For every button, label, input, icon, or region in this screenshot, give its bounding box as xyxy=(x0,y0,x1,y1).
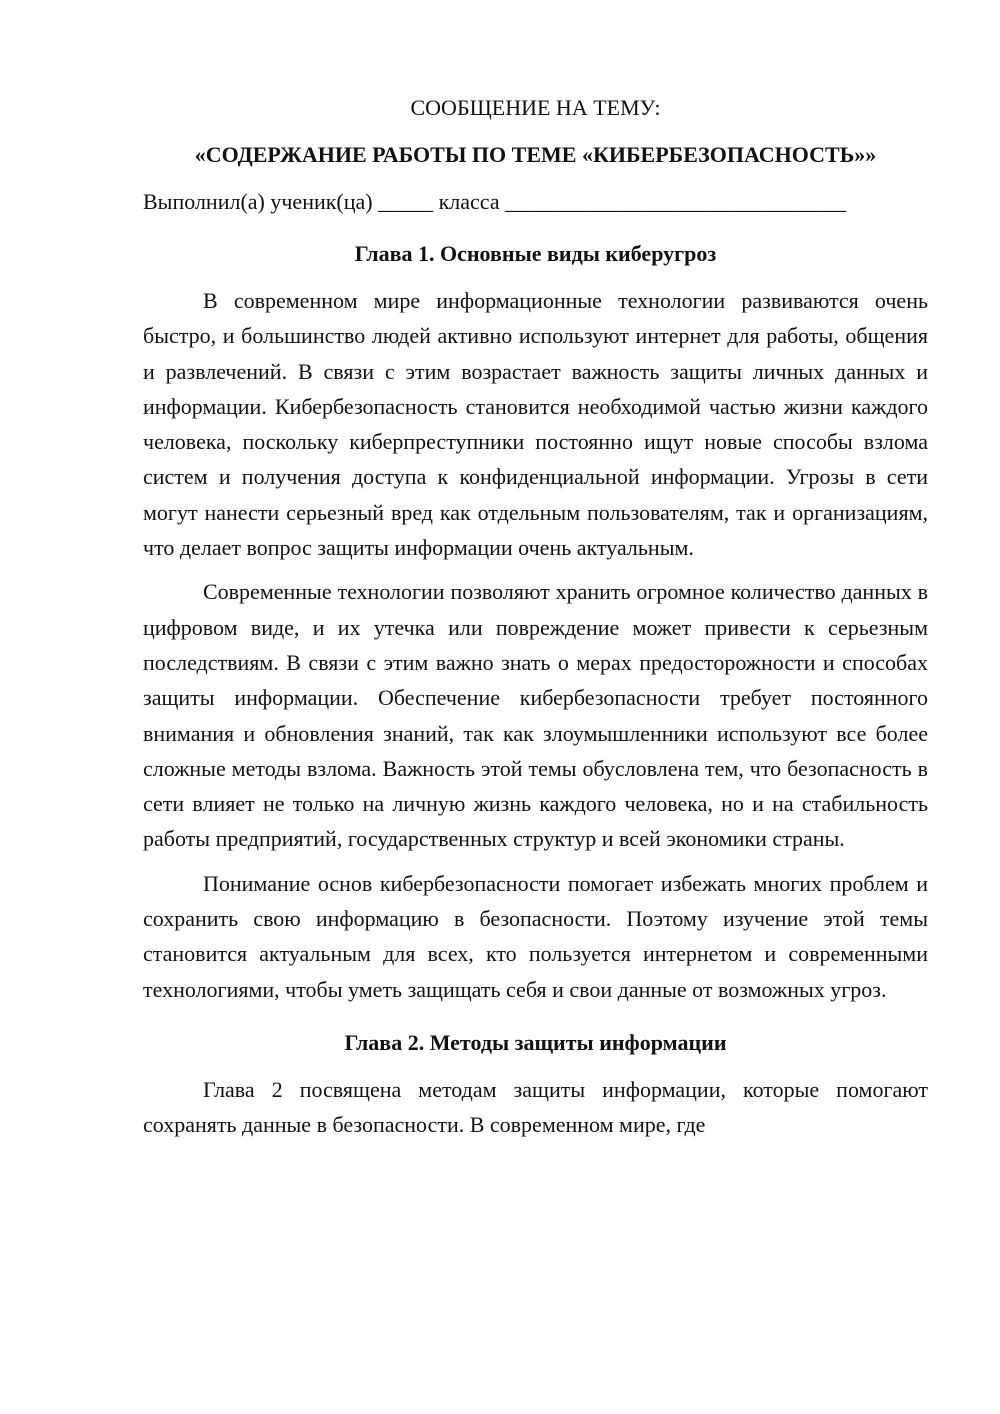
paragraph: Современные технологии позволяют хранить огромное количество данных в цифровом виде, и их утечка или повреждение может привести к серьезным последствиям. В связи с этим важно знать о мерах предосторожности и способах защиты информации. Обеспечение кибербезопасности требует постоянного внимания и обновления знаний, так как злоумышленники используют все более сложные методы взлома. Важность этой темы обусловлена тем, что безопасность в сети влияет не только на личную жизнь каждого человека, но и на стабильность работы предприятий, государственных структур и всей экономики страны. xyxy=(143,579,928,852)
document-subtitle: «СОДЕРЖАНИЕ РАБОТЫ ПО ТЕМЕ «КИБЕРБЕЗОПАСНОСТЬ»» xyxy=(194,142,877,167)
chapter-1 xyxy=(143,239,928,1007)
author-line: Выполнил(а) ученик(ца) _____ класса _______________________________ xyxy=(143,189,847,214)
chapter-heading: Глава 2. Методы защиты информации xyxy=(344,1029,727,1055)
document-page xyxy=(143,90,928,1152)
paragraph: Понимание основ кибербезопасности помогает избежать многих проблем и сохранить свою информацию в безопасности. Поэтому изучение этой темы становится актуальным для всех, кто пользуется интернетом и современными технологиями, чтобы уметь защищать себя и свои данные от возможных угроз. xyxy=(143,870,928,1002)
chapter-heading: Глава 1. Основные виды киберугроз xyxy=(354,241,717,266)
chapter-2 xyxy=(143,1028,928,1143)
paragraph: Глава 2 посвящена методам защиты информации, которые помогают сохранять данные в безопасности. В современном мире, где xyxy=(143,1076,928,1138)
document-title: СООБЩЕНИЕ НА ТЕМУ: xyxy=(410,95,661,120)
paragraph: В современном мире информационные технологии развиваются очень быстро, и большинство людей активно используют интернет для работы, общения и развлечений. В связи с этим возрастает важность защиты личных данных и информации. Кибербезопасность становится необходимой частью жизни каждого человека, поскольку киберпреступники постоянно ищут новые способы взлома систем и получения доступа к конфиденциальной информации. Угрозы в сети могут нанести серьезный вред как отдельным пользователям, так и организациям, что делает вопрос защиты информации очень актуальным. xyxy=(143,288,928,561)
